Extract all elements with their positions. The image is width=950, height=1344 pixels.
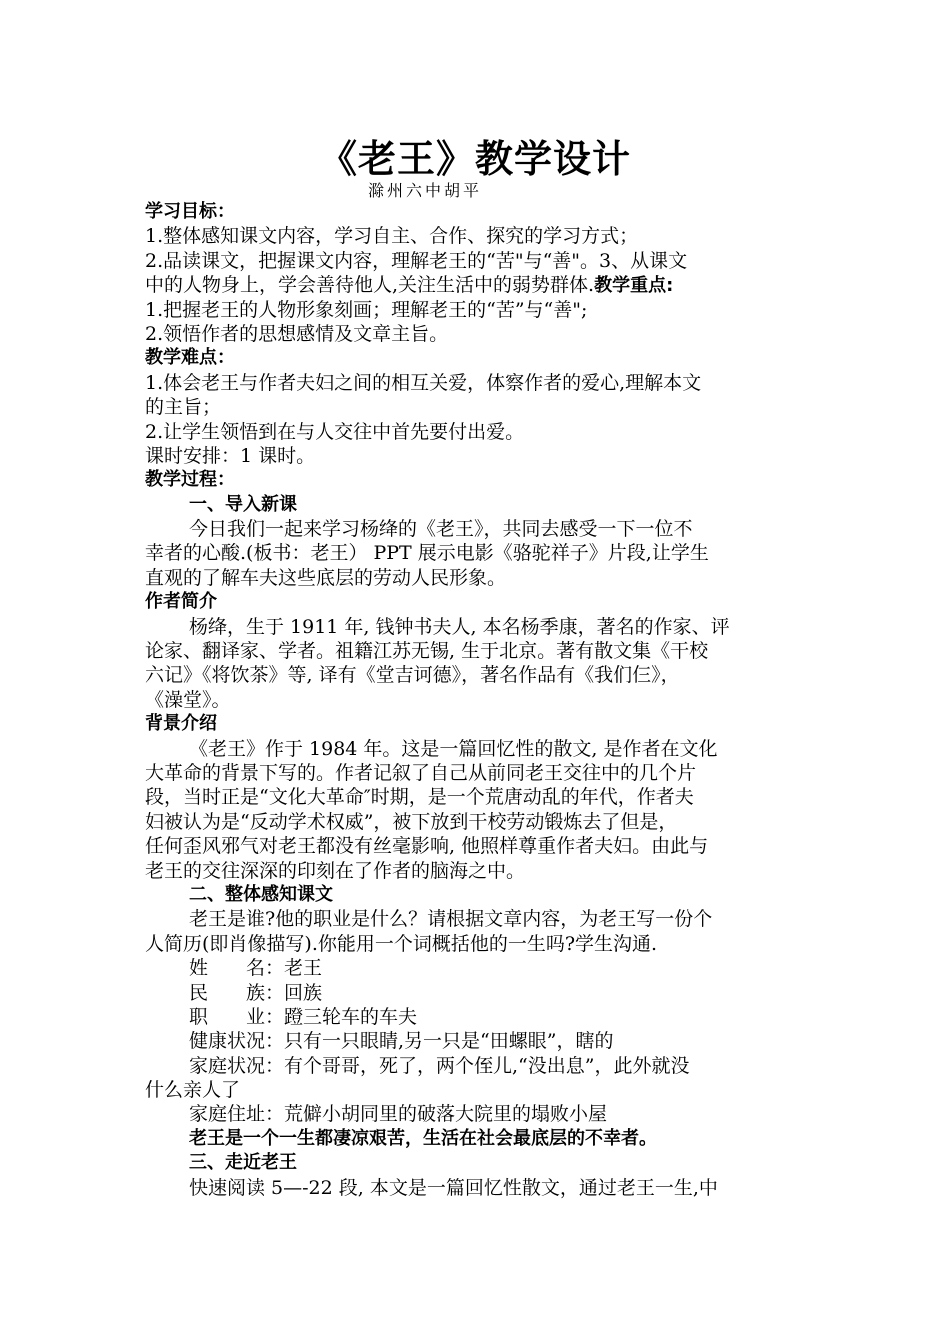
line-text: 1.体会老王与作者夫妇之间的相互关爱，体察作者的爱心,理解本文 xyxy=(145,371,702,394)
text-line xyxy=(145,859,805,883)
line-text: 大革命的背景下写的。作者记叙了自己从前同老王交往中的几个片 xyxy=(145,761,697,784)
text-line xyxy=(145,615,805,639)
text-line xyxy=(145,1054,805,1078)
line-text: 教学难点： xyxy=(145,347,235,369)
text-line xyxy=(145,590,805,614)
line-text: 姓 名：老王 xyxy=(189,957,323,980)
line-text: 段，当时正是“文化大革命″时期，是一个荒唐动乱的年代，作者夫 xyxy=(145,786,694,809)
line-text: 健康状况：只有一只眼睛,另一只是“田螺眼”，瞎的 xyxy=(189,1030,614,1053)
line-text: 任何歪风邪气对老王都没有丝毫影响, 他照样尊重作者夫妇。由此与 xyxy=(145,835,709,858)
text-line xyxy=(145,224,805,248)
text-line xyxy=(145,761,805,785)
document-body xyxy=(145,200,805,1200)
text-line xyxy=(145,639,805,663)
line-text: 《澡堂》。 xyxy=(145,688,231,711)
text-line xyxy=(145,420,805,444)
line-text: 论家、翻译家、学者。祖籍江苏无锡, 生于北京。著有散文集《干校 xyxy=(145,640,709,663)
text-line xyxy=(145,932,805,956)
line-text: 老王的交往深深的印刻在了作者的脑海之中。 xyxy=(145,859,526,882)
text-line xyxy=(145,1005,805,1029)
text-line xyxy=(145,956,805,980)
line-text: 幸者的心酸.(板书：老王） PPT 展示电影《骆驼祥子》片段,让学生 xyxy=(145,542,709,565)
line-text: 快速阅读 5—-22 段, 本文是一篇回忆性散文，通过老王一生,中 xyxy=(189,1176,718,1199)
line-text: 民 族：回族 xyxy=(189,981,323,1004)
text-line xyxy=(145,688,805,712)
text-line xyxy=(145,200,805,224)
line-text: 2.品读课文，把握课文内容，理解老王的“苦"与“善"。3、从课文 xyxy=(145,249,688,272)
text-line xyxy=(145,1176,805,1200)
text-line xyxy=(145,834,805,858)
line-text: 三、走近老王 xyxy=(189,1152,297,1174)
text-line xyxy=(145,249,805,273)
line-text: 2.领悟作者的思想感情及文章主旨。 xyxy=(145,322,449,345)
line-text: 1.整体感知课文内容，学习自主、合作、探究的学习方式； xyxy=(145,225,639,248)
text-line xyxy=(145,1102,805,1126)
line-text: 什么亲人了 xyxy=(145,1079,241,1102)
text-line xyxy=(145,468,805,492)
text-line xyxy=(145,298,805,322)
text-line xyxy=(145,810,805,834)
text-line xyxy=(145,322,805,346)
page-title: 《老王》教学设计 xyxy=(318,137,631,181)
line-text: 六记》《将饮茶》等, 译有《堂吉诃德》，著名作品有《我们仨》， xyxy=(145,664,680,687)
line-text: 人简历(即肖像描写).你能用一个词概括他的一生吗?学生沟通. xyxy=(145,932,658,955)
text-line xyxy=(145,371,805,395)
line-text: 家庭状况：有个哥哥，死了，两个侄儿,“没出息”，此外就没 xyxy=(189,1054,690,1077)
line-text: 家庭住址：荒僻小胡同里的破落大院里的塌败小屋 xyxy=(189,1103,608,1126)
text-line xyxy=(145,1127,805,1151)
text-line xyxy=(145,566,805,590)
text-line xyxy=(145,785,805,809)
line-text: 2.让学生领悟到在与人交往中首先要付出爱。 xyxy=(145,420,525,443)
line-text: 作者简介 xyxy=(145,591,217,613)
line-text: 二、整体感知课文 xyxy=(189,883,333,905)
text-line xyxy=(145,346,805,370)
line-text: 直观的了解车夫这些底层的劳动人民形象。 xyxy=(145,566,507,589)
text-line xyxy=(145,712,805,736)
line-text: 1.把握老王的人物形象刻画；理解老王的“苦”与“善"; xyxy=(145,298,588,321)
line-text: 《老王》作于 1984 年。这是一篇回忆性的散文, 是作者在文化 xyxy=(189,737,718,760)
author-line: 滁州六中胡平 xyxy=(368,181,483,200)
line-text: 妇被认为是“反动学术权威”，被下放到干校劳动锻炼去了但是， xyxy=(145,810,678,833)
text-line xyxy=(145,1151,805,1175)
line-text: 杨绛，生于 1911 年, 钱钟书夫人, 本名杨季康，著名的作家、评 xyxy=(189,615,730,638)
line-text: 今日我们一起来学习杨绛的《老王》，共同去感受一下一位不 xyxy=(189,518,693,541)
text-line xyxy=(145,541,805,565)
text-line xyxy=(145,663,805,687)
text-line xyxy=(145,395,805,419)
text-line xyxy=(145,493,805,517)
text-line xyxy=(145,273,805,297)
line-text: 课时安排：1 课时。 xyxy=(145,444,316,467)
text-line xyxy=(145,981,805,1005)
text-line xyxy=(145,444,805,468)
line-text: 老王是一个一生都凄凉艰苦，生活在社会最底层的不幸者。 xyxy=(189,1127,657,1149)
text-line xyxy=(145,737,805,761)
line-text: 老王是谁?他的职业是什么？请根据文章内容，为老王写一份个 xyxy=(189,908,713,931)
text-line xyxy=(145,517,805,541)
text-line xyxy=(145,1029,805,1053)
inline-heading: 教学重点: xyxy=(594,275,674,297)
line-text: 的主旨； xyxy=(145,396,222,419)
text-line xyxy=(145,907,805,931)
line-text: 职 业：蹬三轮车的车夫 xyxy=(189,1005,418,1028)
line-text: 学习目标： xyxy=(145,201,235,222)
text-line xyxy=(145,1078,805,1102)
line-text: 一、导入新课 xyxy=(189,493,297,515)
line-text: 中的人物身上，学会善待他人,关注生活中的弱势群体. xyxy=(145,274,595,297)
line-text: 背景介绍 xyxy=(145,713,217,735)
line-text: 教学过程： xyxy=(145,469,235,491)
text-line xyxy=(145,883,805,907)
